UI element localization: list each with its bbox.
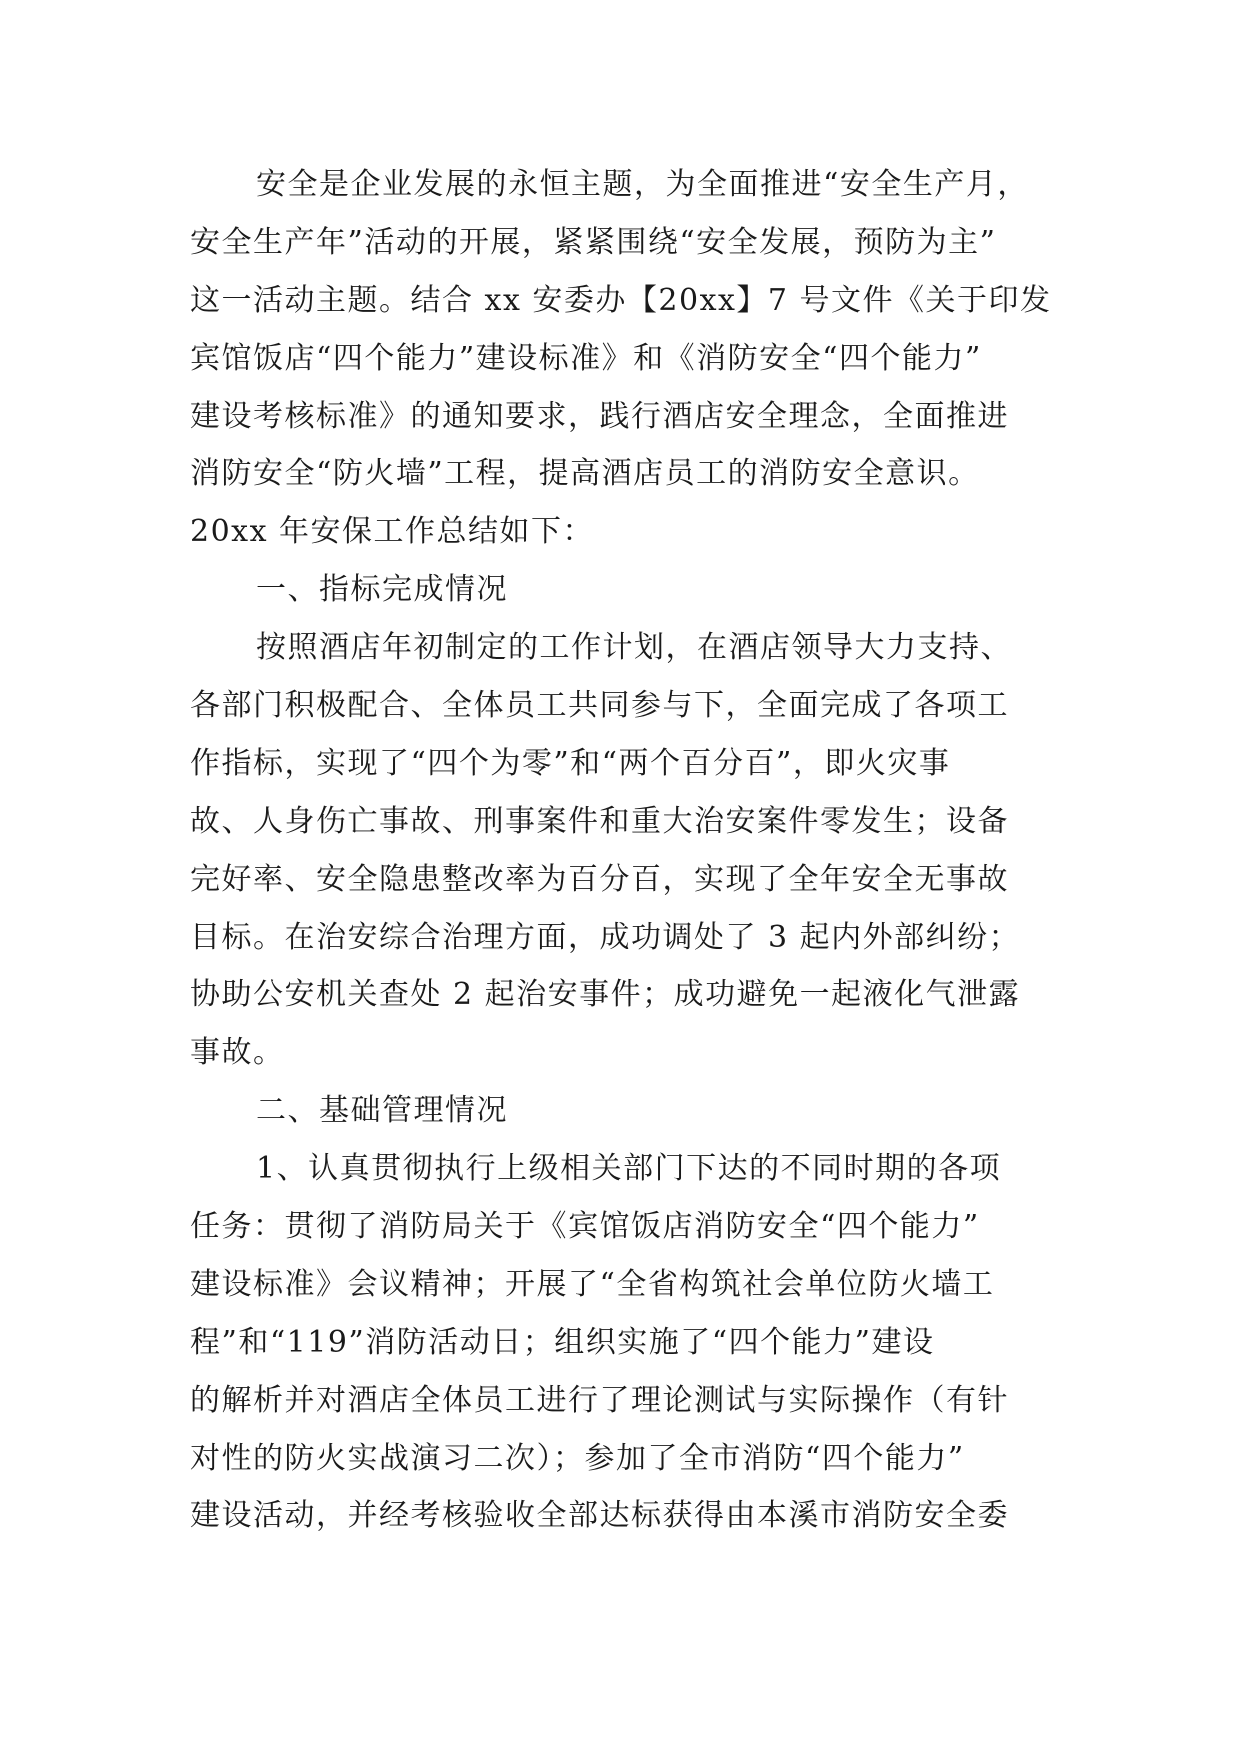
- paragraph-targets-line-5: 完好率、安全隐患整改率为百分百，实现了全年安全无事故: [190, 861, 1009, 897]
- section-heading-2: 二、基础管理情况: [256, 1093, 508, 1129]
- paragraph-intro-line-3: 这一活动主题。结合 xx 安委办【20xx】7 号文件《关于印发: [190, 282, 1052, 318]
- paragraph-intro-line-7: 20xx 年安保工作总结如下：: [190, 514, 595, 550]
- paragraph-tasks-line-5: 的解析并对酒店全体员工进行了理论测试与实际操作（有针: [190, 1382, 1009, 1418]
- paragraph-targets-line-7: 协助公安机关查处 2 起治安事件；成功避免一起液化气泄露: [190, 977, 1021, 1013]
- paragraph-intro-line-2: 安全生产年”活动的开展，紧紧围绕“安全发展，预防为主”: [190, 224, 997, 260]
- paragraph-targets-line-8: 事故。: [190, 1035, 285, 1071]
- paragraph-targets-line-2: 各部门积极配合、全体员工共同参与下，全面完成了各项工: [190, 688, 1009, 724]
- paragraph-targets-line-6: 目标。在治安综合治理方面，成功调处了 3 起内外部纠纷；: [190, 919, 1021, 955]
- paragraph-tasks-line-4: 程”和“119”消防活动日；组织实施了“四个能力”建设: [190, 1324, 935, 1360]
- paragraph-intro-line-4: 宾馆饭店“四个能力”建设标准》和《消防安全“四个能力”: [190, 340, 982, 376]
- paragraph-targets-line-4: 故、人身伤亡事故、刑事案件和重大治安案件零发生；设备: [190, 803, 1009, 839]
- paragraph-tasks-line-3: 建设标准》会议精神；开展了“全省构筑社会单位防火墙工: [190, 1266, 995, 1302]
- paragraph-tasks-line-2: 任务：贯彻了消防局关于《宾馆饭店消防安全“四个能力”: [190, 1209, 980, 1245]
- paragraph-tasks-line-1: 1、认真贯彻执行上级相关部门下达的不同时期的各项: [256, 1151, 1002, 1187]
- paragraph-tasks-line-7: 建设活动，并经考核验收全部达标获得由本溪市消防安全委: [190, 1498, 1009, 1534]
- section-heading-1: 一、指标完成情况: [256, 572, 508, 608]
- paragraph-intro-line-5: 建设考核标准》的通知要求，践行酒店安全理念，全面推进: [190, 398, 1009, 434]
- paragraph-targets-line-1: 按照酒店年初制定的工作计划，在酒店领导大力支持、: [256, 630, 1012, 666]
- document-body: [190, 156, 1060, 1545]
- paragraph-intro-line-1: 安全是企业发展的永恒主题，为全面推进“安全生产月，: [256, 167, 1029, 202]
- paragraph-targets-line-3: 作指标，实现了“四个为零”和“两个百分百”，即火灾事: [190, 745, 951, 781]
- paragraph-intro-line-6: 消防安全“防火墙”工程，提高酒店员工的消防安全意识。: [190, 456, 980, 492]
- paragraph-tasks-line-6: 对性的防火实战演习二次）；参加了全市消防“四个能力”: [190, 1440, 965, 1476]
